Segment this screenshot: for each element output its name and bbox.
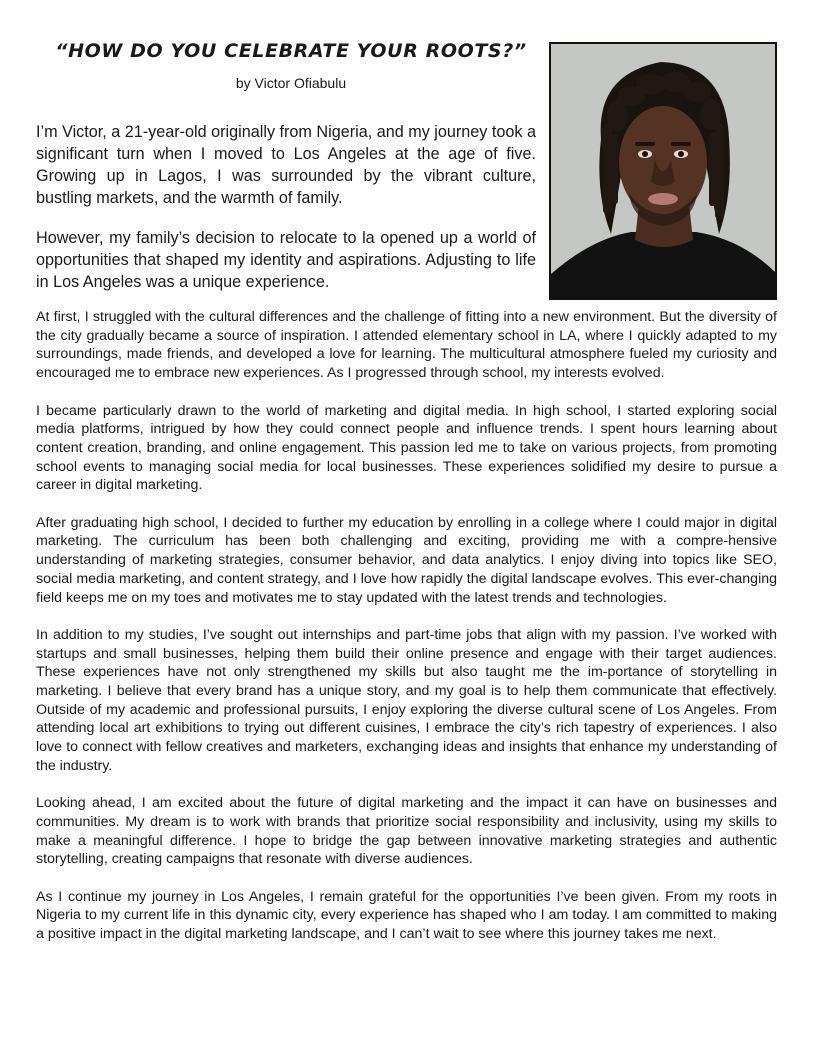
author-portrait-illustration	[551, 44, 775, 298]
byline: by Victor Ofiabulu	[235, 75, 347, 91]
article-title: “HOW DO YOU CELEBRATE YOUR ROOTS?”	[55, 40, 527, 62]
body-paragraph: After graduating high school, I decided to further my education by enrolling in a college where I could major in digital marketing. The curriculum has been both challenging and exciting, providing me with a compre-hensive understanding of marketing strategies, consumer behavior, and data analytics. I enjoy diving into topics like SEO, social media marketing, and content strategy, and I love how rapidly the digital landscape evolves. This ever-changing field keeps me on my toes and motivates me to stay updated with the latest trends and technologies.	[36, 514, 777, 606]
body-paragraph: At first, I struggled with the cultural differences and the challenge of fitting into a new environment. But the diversity of the city gradually became a source of inspiration. I attended elementary school in LA, where I quickly adapted to my surroundings, made friends, and developed a love for learning. The multicultural atmosphere fueled my curiosity and encouraged me to embrace new experiences. As I progressed through school, my interests evolved.	[36, 309, 777, 382]
body-paragraph: Looking ahead, I am excited about the future of digital marketing and the impact it can have on businesses and communities. My dream is to work with brands that prioritize social responsibility and inclusivity, using my skills to make a meaningful difference. I hope to bridge the gap between innovative marketing strategies and authentic storytelling, creating campaigns that resonate with diverse audiences.	[36, 795, 777, 868]
intro-paragraph: However, my family’s decision to relocate to la opened up a world of opportunities that shaped my identity and aspirations. Adjusting to life in Los Angeles was a unique experience.	[36, 229, 536, 291]
intro-paragraph: I’m Victor, a 21-year-old originally from Nigeria, and my journey took a significant turn when I moved to Los Angeles at the age of five. Growing up in Lagos, I was surrounded by the vibrant culture, bustling markets, and the warmth of family.	[36, 123, 536, 207]
author-photo	[549, 42, 777, 300]
article-body	[36, 308, 777, 963]
body-paragraph: In addition to my studies, I’ve sought out internships and part-time jobs that align with my passion. I’ve worked with startups and small businesses, helping them build their online presence and engage with their target audiences. These experiences have not only strengthened my skills but also taught me the im-portance of storytelling in marketing. I believe that every brand has a unique story, and my goal is to help them communicate that effectively. Outside of my academic and professional pursuits, I enjoy exploring the diverse cultural scene of Los Angeles. From attending local art exhibitions to trying out different cuisines, I embrace the city’s rich tapestry of experiences. I also love to connect with fellow creatives and marketers, exchanging ideas and insights that enhance my understanding of the industry.	[36, 626, 777, 774]
body-paragraph: I became particularly drawn to the world of marketing and digital media. In high school, I started exploring social media platforms, intrigued by how they could connect people and influence trends. I spent hours learning about content creation, branding, and online engagement. This passion led me to take on various projects, from promoting school events to managing social media for local businesses. These experiences solidified my desire to pursue a career in digital marketing.	[36, 402, 777, 494]
body-paragraph: As I continue my journey in Los Angeles, I remain grateful for the opportunities I’ve been given. From my roots in Nigeria to my current life in this dynamic city, every experience has shaped who I am today. I am committed to making a positive impact in the digital marketing landscape, and I can’t wait to see where this journey takes me next.	[36, 888, 777, 943]
